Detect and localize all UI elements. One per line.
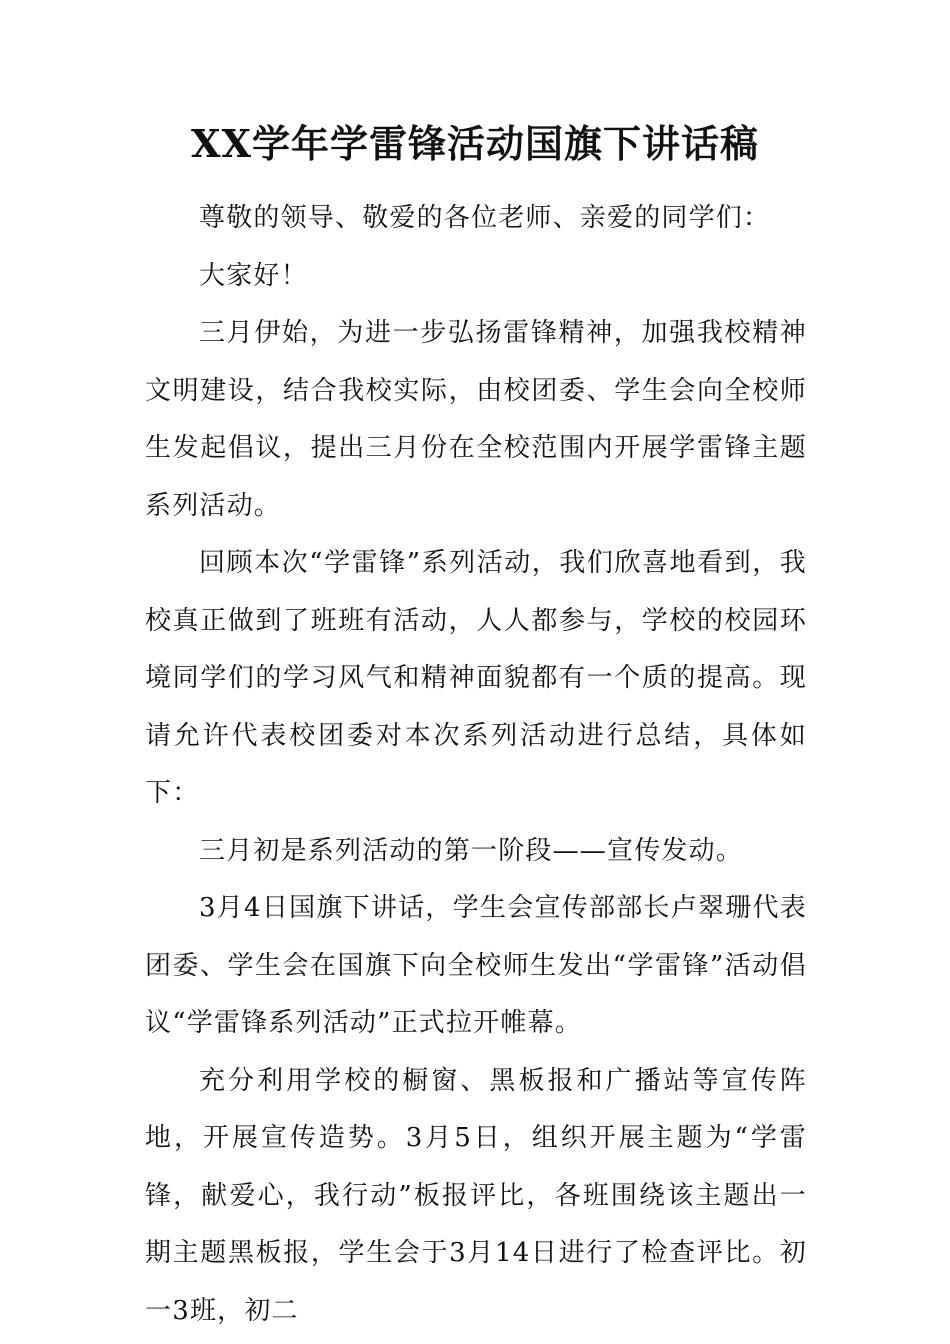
- paragraph-salutation: 尊敬的领导、敬爱的各位老师、亲爱的同学们：: [199, 203, 771, 233]
- paragraph-march-4: 3月4日国旗下讲话，学生会宣传部部长卢翠珊代表团委、学生会在国旗下向全校师生发出“学雷锋”活动倡议“学雷锋系列活动”正式拉开帷幕。: [145, 893, 807, 1038]
- paragraph-intro: 三月伊始，为进一步弘扬雷锋精神，加强我校精神文明建设，结合我校实际，由校团委、学生会向全校师生发起倡议，提出三月份在全校范围内开展学雷锋主题系列活动。: [145, 318, 807, 521]
- document-title: XX学年学雷锋活动国旗下讲话稿: [191, 121, 759, 166]
- paragraph-phase-one: 三月初是系列活动的第一阶段——宣传发动。: [199, 835, 744, 866]
- paragraph-review: 回顾本次“学雷锋”系列活动，我们欣喜地看到，我校真正做到了班班有活动，人人都参与，学校的校园环境同学们的学习风气和精神面貌都有一个质的提高。现请允许代表校团委对本次系列活动进行总结，具体如下：: [145, 548, 807, 808]
- paragraph-publicity: 充分利用学校的橱窗、黑板报和广播站等宣传阵地，开展宣传造势。3月5日，组织开展主题为“学雷锋，献爱心，我行动”板报评比，各班围绕该主题出一期主题黑板报，学生会于3月14日进行了检查评比。初一3班，初二: [145, 1065, 807, 1326]
- document-body: [145, 190, 807, 1340]
- paragraph-greeting: 大家好！: [199, 260, 308, 291]
